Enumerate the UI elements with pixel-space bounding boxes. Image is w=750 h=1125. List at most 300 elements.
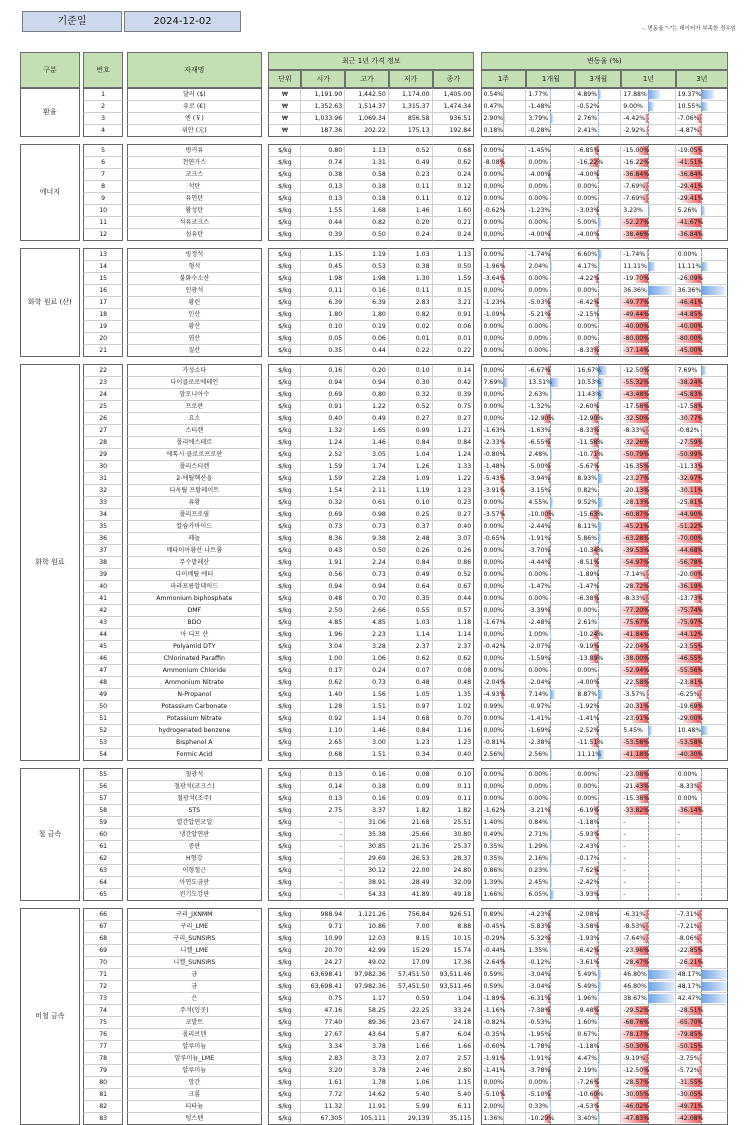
col-open-header: 시가 bbox=[301, 70, 345, 88]
row-no: 66 bbox=[83, 908, 124, 921]
change-value: -2.33% bbox=[482, 439, 506, 446]
change-value: 0.00% bbox=[482, 715, 504, 722]
change-value: 6.05% bbox=[526, 891, 548, 898]
change-3y bbox=[676, 1101, 728, 1113]
change-value: -9.19% bbox=[575, 643, 599, 650]
change-value: 2.90% bbox=[482, 115, 504, 122]
change-3m bbox=[575, 1113, 621, 1125]
material-name: BDO bbox=[127, 617, 262, 629]
close-price: 0.12 bbox=[433, 181, 475, 193]
change-value: -11.58% bbox=[575, 439, 603, 446]
change-1m bbox=[526, 841, 575, 853]
change-3y bbox=[676, 401, 728, 413]
table-row bbox=[20, 1017, 728, 1029]
low-price: 0.52 bbox=[389, 401, 433, 413]
change-value: -65.70% bbox=[676, 1019, 704, 1026]
low-price: 0.99 bbox=[389, 425, 433, 437]
change-value: -8.06% bbox=[676, 935, 700, 942]
change-3y bbox=[676, 793, 728, 805]
change-value: 2.76% bbox=[575, 115, 597, 122]
close-price: 0.21 bbox=[433, 217, 475, 229]
change-value: 0.00% bbox=[482, 667, 504, 674]
low-price: 1.82 bbox=[389, 805, 433, 817]
material-name: 금 bbox=[127, 981, 262, 993]
change-1y bbox=[621, 921, 675, 933]
change-1y bbox=[621, 461, 675, 473]
table-row bbox=[20, 1101, 728, 1113]
change-1w bbox=[481, 88, 527, 101]
change-1w bbox=[481, 485, 527, 497]
change-3m bbox=[575, 229, 621, 241]
change-value: -49.71% bbox=[676, 1103, 704, 1110]
change-value: 1.40% bbox=[482, 819, 504, 826]
change-1y bbox=[621, 713, 675, 725]
material-name: Formic Acid bbox=[127, 749, 262, 761]
material-name: 유황 bbox=[127, 497, 262, 509]
row-no: 43 bbox=[83, 617, 124, 629]
high-price: 2.23 bbox=[345, 629, 389, 641]
open-price: 0.62 bbox=[301, 677, 345, 689]
table-row bbox=[20, 713, 728, 725]
change-1y bbox=[621, 701, 675, 713]
open-price: 0.92 bbox=[301, 713, 345, 725]
change-value: -3.61% bbox=[575, 959, 599, 966]
change-3y bbox=[676, 101, 728, 113]
high-price: 0.61 bbox=[345, 497, 389, 509]
row-no: 69 bbox=[83, 945, 124, 957]
change-value: -20.00% bbox=[676, 571, 704, 578]
material-name: 알루미늄 bbox=[127, 1041, 262, 1053]
change-3y bbox=[676, 273, 728, 285]
table-row bbox=[20, 377, 728, 389]
open-price: 1.40 bbox=[301, 689, 345, 701]
change-value: 5.49% bbox=[575, 983, 597, 990]
change-3y bbox=[676, 889, 728, 901]
open-price: 0.44 bbox=[301, 217, 345, 229]
row-no: 38 bbox=[83, 557, 124, 569]
row-no: 56 bbox=[83, 781, 124, 793]
change-value: -30.05% bbox=[676, 1091, 704, 1098]
unit-cell: $/kg bbox=[268, 321, 301, 333]
open-price: 6.39 bbox=[301, 297, 345, 309]
row-no: 22 bbox=[83, 364, 124, 377]
change-1y bbox=[621, 157, 675, 169]
change-1y bbox=[621, 181, 675, 193]
change-value: -5.43% bbox=[482, 475, 506, 482]
change-value: -12.90% bbox=[575, 415, 603, 422]
change-bar bbox=[598, 498, 603, 507]
change-value: 0.00% bbox=[482, 499, 504, 506]
row-no: 47 bbox=[83, 665, 124, 677]
change-value: 2.61% bbox=[575, 619, 597, 626]
open-price: 0.10 bbox=[301, 321, 345, 333]
table-row bbox=[20, 273, 728, 285]
material-name: Ammonium Nitrate bbox=[127, 677, 262, 689]
change-1y bbox=[621, 841, 675, 853]
change-value: -3.39% bbox=[526, 607, 550, 614]
row-no: 67 bbox=[83, 921, 124, 933]
row-no: 8 bbox=[83, 181, 124, 193]
change-3y bbox=[676, 781, 728, 793]
open-price: 0.13 bbox=[301, 768, 345, 781]
change-value: - bbox=[621, 867, 625, 874]
table-row bbox=[20, 449, 728, 461]
open-price: 1,352.63 bbox=[301, 101, 345, 113]
low-price: 0.09 bbox=[389, 793, 433, 805]
low-price: 41.89 bbox=[389, 889, 433, 901]
col-1y-header: 1년 bbox=[621, 70, 675, 88]
table-row bbox=[20, 1041, 728, 1053]
table-row bbox=[20, 593, 728, 605]
open-price: 4.85 bbox=[301, 617, 345, 629]
row-no: 12 bbox=[83, 229, 124, 241]
change-value: -0.12% bbox=[526, 959, 550, 966]
open-price: 187.36 bbox=[301, 125, 345, 137]
table-row bbox=[20, 1053, 728, 1065]
row-no: 57 bbox=[83, 793, 124, 805]
high-price: 0.73 bbox=[345, 569, 389, 581]
unit-cell: $/kg bbox=[268, 617, 301, 629]
open-price: - bbox=[301, 829, 345, 841]
open-price: 1.54 bbox=[301, 485, 345, 497]
change-value: -4.87% bbox=[676, 127, 700, 134]
change-value: 7.69% bbox=[676, 367, 698, 374]
change-1y bbox=[621, 377, 675, 389]
change-3m bbox=[575, 364, 621, 377]
change-value: 11.11% bbox=[676, 263, 702, 270]
change-3m bbox=[575, 425, 621, 437]
change-1m bbox=[526, 677, 575, 689]
change-bar bbox=[701, 970, 727, 979]
table-row bbox=[20, 425, 728, 437]
change-3y bbox=[676, 581, 728, 593]
change-1m bbox=[526, 333, 575, 345]
low-price: 175.13 bbox=[389, 125, 433, 137]
change-3y bbox=[676, 205, 728, 217]
change-3y bbox=[676, 509, 728, 521]
change-3y bbox=[676, 933, 728, 945]
change-1y bbox=[621, 557, 675, 569]
unit-cell: $/kg bbox=[268, 1089, 301, 1101]
table-row bbox=[20, 169, 728, 181]
open-price: 1.28 bbox=[301, 701, 345, 713]
change-value: 11.11% bbox=[621, 263, 647, 270]
change-value: 13.51% bbox=[526, 379, 552, 386]
change-1w bbox=[481, 229, 527, 241]
change-value: -23.08% bbox=[621, 771, 649, 778]
row-no: 34 bbox=[83, 509, 124, 521]
change-3y bbox=[676, 713, 728, 725]
change-bar bbox=[550, 750, 552, 759]
change-value: -29.41% bbox=[676, 195, 704, 202]
material-name: 폴리프로필 bbox=[127, 509, 262, 521]
change-value: -6.55% bbox=[526, 439, 550, 446]
change-value: 1.36% bbox=[482, 1115, 504, 1122]
change-value: -3.70% bbox=[526, 547, 550, 554]
change-rate-header: 변동율 (%) bbox=[481, 52, 728, 70]
table-row bbox=[20, 345, 728, 357]
unit-cell: $/kg bbox=[268, 1029, 301, 1041]
open-price: 1.59 bbox=[301, 473, 345, 485]
change-value: -17.58% bbox=[621, 403, 649, 410]
change-value: 4.55% bbox=[526, 499, 548, 506]
change-value: -79.85% bbox=[676, 1031, 704, 1038]
change-value: -1.91% bbox=[526, 1055, 550, 1062]
table-row bbox=[20, 889, 728, 901]
change-bar bbox=[648, 102, 654, 111]
row-no: 61 bbox=[83, 841, 124, 853]
change-value: -6.25% bbox=[676, 691, 700, 698]
change-value: 0.00% bbox=[482, 251, 504, 258]
change-value: -1.92% bbox=[575, 703, 599, 710]
change-1w bbox=[481, 945, 527, 957]
high-price: 1.19 bbox=[345, 248, 389, 261]
close-price: 1,474.34 bbox=[433, 101, 475, 113]
change-value: -16.22% bbox=[621, 159, 649, 166]
open-price: 1.32 bbox=[301, 425, 345, 437]
open-price: 77.40 bbox=[301, 1017, 345, 1029]
change-value: 2.48% bbox=[526, 451, 548, 458]
open-price: 0.32 bbox=[301, 497, 345, 509]
change-3m bbox=[575, 401, 621, 413]
change-3y bbox=[676, 725, 728, 737]
change-3m bbox=[575, 261, 621, 273]
change-value: -4.00% bbox=[526, 231, 550, 238]
change-value: -2.44% bbox=[526, 523, 550, 530]
change-value: -1.32% bbox=[526, 403, 550, 410]
material-name: 주석(잉곳) bbox=[127, 1005, 262, 1017]
table-row bbox=[20, 437, 728, 449]
change-value: - bbox=[621, 879, 625, 886]
change-1m bbox=[526, 273, 575, 285]
table-row bbox=[20, 157, 728, 169]
close-price: 0.44 bbox=[433, 593, 475, 605]
close-price: 3.21 bbox=[433, 297, 475, 309]
change-value: -32.26% bbox=[621, 439, 649, 446]
material-name: 알루미늄_LME bbox=[127, 1053, 262, 1065]
change-value: -49.77% bbox=[621, 299, 649, 306]
change-value: -0.45% bbox=[482, 923, 506, 930]
low-price: 57,451.50 bbox=[389, 969, 433, 981]
open-price: - bbox=[301, 817, 345, 829]
change-3y bbox=[676, 229, 728, 241]
change-3m bbox=[575, 88, 621, 101]
change-value: -46.02% bbox=[621, 1103, 649, 1110]
change-3y bbox=[676, 113, 728, 125]
change-value: -8.33% bbox=[575, 427, 599, 434]
change-value: -5.72% bbox=[676, 1067, 700, 1074]
change-1w bbox=[481, 193, 527, 205]
change-1y bbox=[621, 605, 675, 617]
row-no: 70 bbox=[83, 957, 124, 969]
close-price: 0.15 bbox=[433, 285, 475, 297]
high-price: 6.39 bbox=[345, 297, 389, 309]
high-price: 2.66 bbox=[345, 605, 389, 617]
change-1w bbox=[481, 169, 527, 181]
change-1w bbox=[481, 957, 527, 969]
change-1w bbox=[481, 829, 527, 841]
top-bar bbox=[0, 0, 750, 44]
material-name: 염산 bbox=[127, 333, 262, 345]
change-bar bbox=[598, 534, 601, 543]
low-price: 1.06 bbox=[389, 1077, 433, 1089]
high-price: 0.58 bbox=[345, 169, 389, 181]
change-value: -5.32% bbox=[526, 935, 550, 942]
row-no: 42 bbox=[83, 605, 124, 617]
high-price: 9.38 bbox=[345, 533, 389, 545]
change-1m bbox=[526, 701, 575, 713]
change-1y bbox=[621, 981, 675, 993]
change-1m bbox=[526, 401, 575, 413]
change-1m bbox=[526, 653, 575, 665]
change-value: -6.31% bbox=[621, 911, 645, 918]
change-3y bbox=[676, 1113, 728, 1125]
open-price: 3.04 bbox=[301, 641, 345, 653]
table-body bbox=[20, 88, 728, 1125]
row-no: 52 bbox=[83, 725, 124, 737]
change-1y bbox=[621, 521, 675, 533]
change-value: -68.76% bbox=[621, 1019, 649, 1026]
unit-cell: $/kg bbox=[268, 865, 301, 877]
change-3y bbox=[676, 981, 728, 993]
col-group-header: 구분 bbox=[20, 52, 80, 88]
change-value: -60.87% bbox=[621, 511, 649, 518]
high-price: 0.06 bbox=[345, 333, 389, 345]
high-price: 29.69 bbox=[345, 853, 389, 865]
low-price: 1.46 bbox=[389, 205, 433, 217]
change-value: -0.62% bbox=[482, 207, 506, 214]
change-bar bbox=[701, 90, 713, 99]
material-name: 가성소다 bbox=[127, 364, 262, 377]
change-bar bbox=[648, 982, 675, 991]
close-price: 0.10 bbox=[433, 768, 475, 781]
close-price: 1.02 bbox=[433, 701, 475, 713]
change-value: -11.33% bbox=[676, 463, 704, 470]
close-price: 1.13 bbox=[433, 248, 475, 261]
high-price: 1.31 bbox=[345, 157, 389, 169]
change-value: - bbox=[621, 819, 625, 826]
row-no: 33 bbox=[83, 497, 124, 509]
change-value: -3.91% bbox=[482, 487, 506, 494]
open-price: 0.17 bbox=[301, 665, 345, 677]
high-price: 0.18 bbox=[345, 781, 389, 793]
row-no: 46 bbox=[83, 653, 124, 665]
change-1y bbox=[621, 749, 675, 761]
low-price: 0.10 bbox=[389, 364, 433, 377]
row-no: 11 bbox=[83, 217, 124, 229]
change-1m bbox=[526, 461, 575, 473]
change-1m bbox=[526, 88, 575, 101]
material-name: 디옥틸 프탈레이트 bbox=[127, 485, 262, 497]
open-price: 0.69 bbox=[301, 389, 345, 401]
material-name: 메타이아황산 나트륨 bbox=[127, 545, 262, 557]
change-3m bbox=[575, 1077, 621, 1089]
unit-cell: $/kg bbox=[268, 981, 301, 993]
close-price: 2.80 bbox=[433, 1065, 475, 1077]
low-price: 0.84 bbox=[389, 557, 433, 569]
low-price: 5.87 bbox=[389, 1029, 433, 1041]
change-value: 1.29% bbox=[526, 843, 548, 850]
change-value: -54.97% bbox=[621, 559, 649, 566]
low-price: 1.03 bbox=[389, 617, 433, 629]
unit-cell: $/kg bbox=[268, 653, 301, 665]
change-1y bbox=[621, 581, 675, 593]
table-row bbox=[20, 817, 728, 829]
row-no: 79 bbox=[83, 1065, 124, 1077]
change-value: 0.00% bbox=[482, 795, 504, 802]
close-price: 0.06 bbox=[433, 321, 475, 333]
change-bar bbox=[648, 262, 655, 271]
change-3m bbox=[575, 1017, 621, 1029]
change-value: -0.29% bbox=[482, 935, 506, 942]
change-1y bbox=[621, 1089, 675, 1101]
high-price: 3.28 bbox=[345, 641, 389, 653]
change-value: -12.50% bbox=[621, 367, 649, 374]
unit-cell: ₩ bbox=[268, 88, 301, 101]
change-value: -46.41% bbox=[676, 299, 704, 306]
open-price: 2.52 bbox=[301, 449, 345, 461]
open-price: 9.71 bbox=[301, 921, 345, 933]
row-no: 74 bbox=[83, 1005, 124, 1017]
change-3m bbox=[575, 533, 621, 545]
close-price: 6.04 bbox=[433, 1029, 475, 1041]
change-3y bbox=[676, 921, 728, 933]
unit-cell: $/kg bbox=[268, 1077, 301, 1089]
close-price: 0.57 bbox=[433, 605, 475, 617]
change-value: -1.41% bbox=[482, 1067, 506, 1074]
change-1m bbox=[526, 521, 575, 533]
change-1y bbox=[621, 485, 675, 497]
change-value: -10.34% bbox=[575, 547, 603, 554]
low-price: 57,451.50 bbox=[389, 981, 433, 993]
low-price: 8.15 bbox=[389, 933, 433, 945]
change-3y bbox=[676, 1065, 728, 1077]
change-1y bbox=[621, 248, 675, 261]
row-no: 20 bbox=[83, 333, 124, 345]
change-bar bbox=[598, 90, 601, 99]
change-3y bbox=[676, 449, 728, 461]
change-1w bbox=[481, 449, 527, 461]
change-value: -23.96% bbox=[621, 947, 649, 954]
open-price: - bbox=[301, 877, 345, 889]
change-value: -0.52% bbox=[575, 103, 599, 110]
note-text: -. 변동율 "-"는 데이터가 부족한 경우임 bbox=[642, 24, 736, 32]
change-1m bbox=[526, 768, 575, 781]
change-value: 0.00% bbox=[575, 667, 597, 674]
change-1m bbox=[526, 921, 575, 933]
change-value: 0.00% bbox=[482, 171, 504, 178]
high-price: 202.22 bbox=[345, 125, 389, 137]
high-price: 1.65 bbox=[345, 425, 389, 437]
material-name: 크롬 bbox=[127, 1089, 262, 1101]
change-3y bbox=[676, 437, 728, 449]
unit-cell: ₩ bbox=[268, 101, 301, 113]
change-value: -2.48% bbox=[526, 619, 550, 626]
change-1m bbox=[526, 113, 575, 125]
high-price: 0.18 bbox=[345, 193, 389, 205]
open-price: - bbox=[301, 853, 345, 865]
change-value: 6.60% bbox=[575, 251, 597, 258]
change-bar bbox=[701, 206, 704, 215]
unit-cell: $/kg bbox=[268, 509, 301, 521]
low-price: 1.23 bbox=[389, 737, 433, 749]
close-price: 1.18 bbox=[433, 617, 475, 629]
change-value: -0.82% bbox=[676, 427, 700, 434]
material-name: H형강 bbox=[127, 853, 262, 865]
change-3y bbox=[676, 993, 728, 1005]
material-name: 티타늄 bbox=[127, 1101, 262, 1113]
row-no: 80 bbox=[83, 1077, 124, 1089]
